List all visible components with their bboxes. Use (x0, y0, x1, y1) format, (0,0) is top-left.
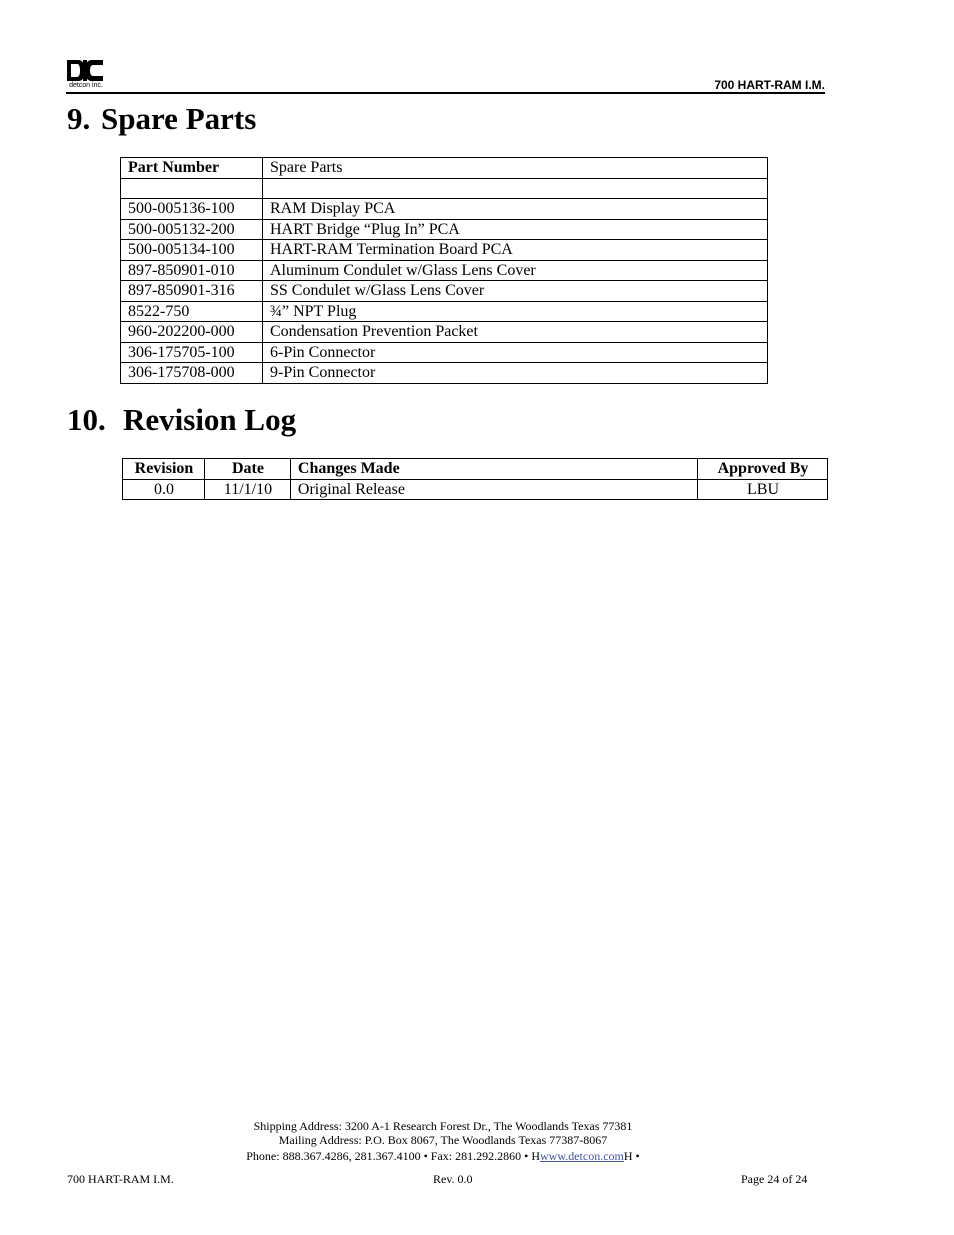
part-number-cell: 8522-750 (121, 301, 263, 322)
detcon-logo (66, 59, 106, 91)
revision-cell: 0.0 (123, 479, 205, 500)
table-row (121, 322, 768, 343)
section-heading-revision-log (67, 402, 296, 438)
column-header-approved-by: Approved By (698, 459, 828, 480)
footer-contact-line (0, 1149, 886, 1164)
header-divider (66, 92, 825, 94)
header-doc-title: 700 HART-RAM I.M. (714, 78, 825, 92)
part-number-cell: 897-850901-010 (121, 260, 263, 281)
table-row (121, 342, 768, 363)
section-title: Revision Log (123, 402, 297, 437)
footer-phone-fax: Phone: 888.367.4286, 281.367.4100 • Fax: 281.292.2860 • H (246, 1149, 540, 1163)
part-number-cell: 306-175708-000 (121, 363, 263, 384)
date-cell: 11/1/10 (204, 479, 290, 500)
section-heading-spare-parts (67, 101, 256, 137)
table-row (121, 281, 768, 302)
part-number-cell: 960-202200-000 (121, 322, 263, 343)
section-number: 10. (67, 402, 106, 437)
table-header-row (123, 459, 828, 480)
footer-contact-suffix: H • (623, 1149, 640, 1163)
section-title: Spare Parts (101, 101, 257, 136)
approved-by-cell: LBU (698, 479, 828, 500)
footer-shipping-address: Shipping Address: 3200 A-1 Research Forest Dr., The Woodlands Texas 77381 (253, 1119, 633, 1133)
website-link[interactable]: www.detcon.com (540, 1149, 624, 1163)
logo-text: detcon inc. (69, 82, 103, 89)
table-row (121, 199, 768, 220)
footer-doc-title: 700 HART-RAM I.M. (67, 1172, 174, 1186)
table-row (121, 219, 768, 240)
part-number-cell (121, 178, 263, 199)
footer-revision: Rev. 0.0 (433, 1172, 473, 1186)
column-header-date: Date (204, 459, 290, 480)
changes-cell: Original Release (290, 479, 697, 500)
part-description-cell: HART-RAM Termination Board PCA (263, 240, 768, 261)
part-number-cell: 306-175705-100 (121, 342, 263, 363)
table-row (121, 301, 768, 322)
part-description-cell: 9-Pin Connector (263, 363, 768, 384)
spare-parts-table (120, 157, 768, 384)
part-number-cell: 500-005132-200 (121, 219, 263, 240)
part-description-cell: RAM Display PCA (263, 199, 768, 220)
part-number-cell: 897-850901-316 (121, 281, 263, 302)
footer-page-number: Page 24 of 24 (741, 1172, 808, 1186)
table-row (121, 240, 768, 261)
detcon-logo-icon (66, 59, 104, 82)
section-number: 9. (67, 101, 91, 136)
footer-mailing-address: Mailing Address: P.O. Box 8067, The Woodlands Texas 77387-8067 (278, 1133, 608, 1147)
column-header-revision: Revision (123, 459, 205, 480)
column-header-part-number: Part Number (121, 158, 263, 179)
revision-log-table (122, 458, 828, 500)
part-description-cell: Condensation Prevention Packet (263, 322, 768, 343)
table-row (121, 260, 768, 281)
part-description-cell (263, 178, 768, 199)
part-description-cell: Aluminum Condulet w/Glass Lens Cover (263, 260, 768, 281)
table-row (121, 178, 768, 199)
part-description-cell: 6-Pin Connector (263, 342, 768, 363)
part-number-cell: 500-005136-100 (121, 199, 263, 220)
table-row (121, 363, 768, 384)
table-header-row (121, 158, 768, 179)
part-description-cell: ¾” NPT Plug (263, 301, 768, 322)
part-description-cell: SS Condulet w/Glass Lens Cover (263, 281, 768, 302)
table-row (123, 479, 828, 500)
part-description-cell: HART Bridge “Plug In” PCA (263, 219, 768, 240)
column-header-changes-made: Changes Made (290, 459, 697, 480)
column-header-spare-parts: Spare Parts (263, 158, 768, 179)
part-number-cell: 500-005134-100 (121, 240, 263, 261)
